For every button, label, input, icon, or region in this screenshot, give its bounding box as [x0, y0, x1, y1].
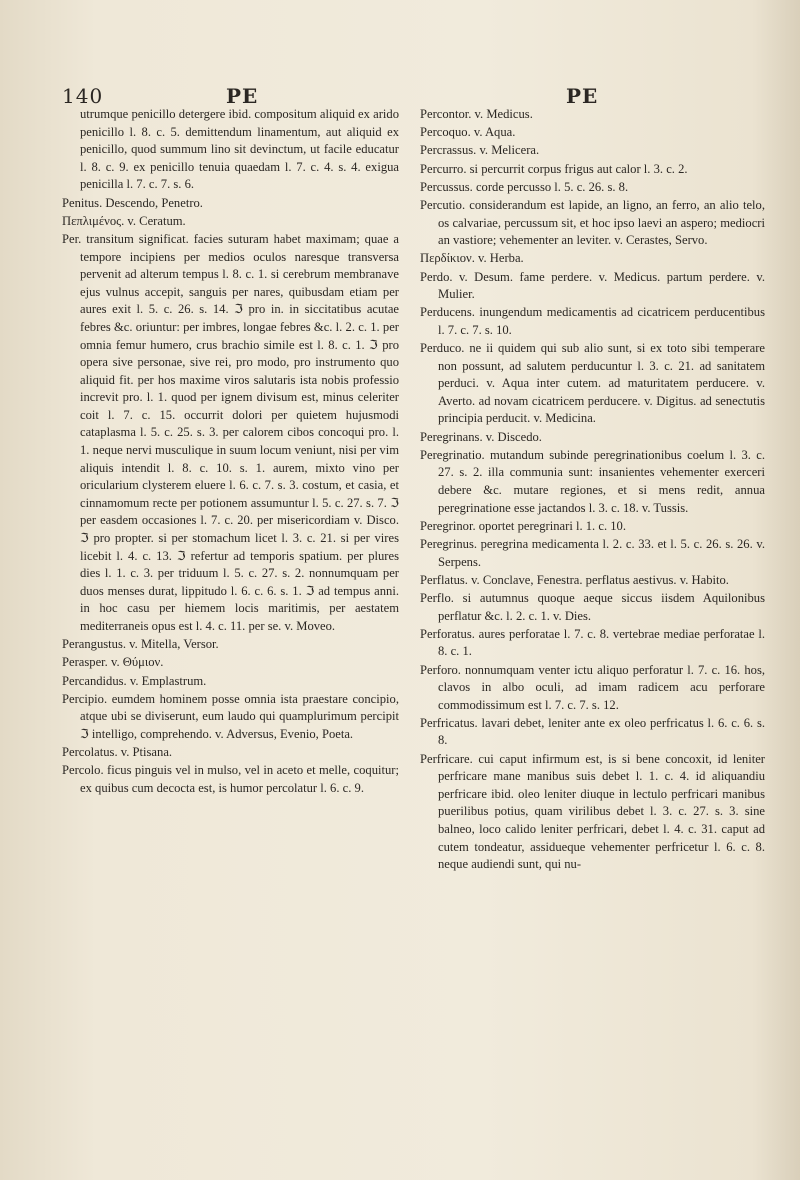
dictionary-entry: Percipio. eumdem hominem posse omnia ista praestare concipio, atque ubi se diviserunt, eum laudo qui quamplurimum percipit ℑ intelligo, comprehendo. v. Adversus, Evenio, Poeta. — [62, 691, 399, 741]
dictionary-entry: Perasper. v. Θύμιον. — [62, 655, 164, 670]
dictionary-entry: Perangustus. v. Mitella, Versor. — [62, 637, 219, 652]
dictionary-entry: Percontor. v. Medicus. — [420, 107, 533, 121]
dictionary-entry: Percandidus. v. Emplastrum. — [62, 673, 207, 688]
dictionary-entry: Πεπλιμένος. v. Ceratum. — [62, 213, 186, 228]
dictionary-entry: Peregrinans. v. Discedo. — [420, 429, 542, 444]
dictionary-entry: Περδίκιον. v. Herba. — [420, 251, 524, 266]
dictionary-entry: Perdo. v. Desum. fame perdere. v. Medicus. partum perdere. v. Mulier. — [420, 269, 765, 302]
dictionary-entry: Peregrinus. peregrina medicamenta l. 2. c. 33. et l. 5. c. 26. s. 26. v. Serpens. — [420, 536, 765, 569]
dictionary-entry: Percurro. si percurrit corpus frigus aut calor l. 3. c. 2. — [420, 161, 688, 176]
dictionary-entry: Peregrinor. oportet peregrinari l. 1. c. 10. — [420, 518, 626, 533]
dictionary-entry: Perforatus. aures perforatae l. 7. c. 8. vertebrae mediae perforatae l. 8. c. 1. — [420, 626, 765, 659]
page-number: 140 — [62, 84, 104, 108]
dictionary-entry: Perflo. si autumnus quoque aeque siccus iisdem Aquilonibus perflatur &c. l. 2. c. 1. v. Dies. — [420, 590, 765, 623]
dictionary-entry: Per. transitum significat. facies suturam habet maximam; quae a tempore incipiens per medios oculos naresque transversa pervenit ad alterum tempus l. 8. c. 1. si cerebrum membranave ejus vulnus accepit, sanguis per nares, quibusdam etiam per aures exit l. 5. c. 26. s. 14. ℑ pro in. in siccitatibus acutae febres &c. oriuntur: per imbres, longae febres &c. l. 2. c. 1. per omnia femur humero, crus brachio simile est l. 8. c. 1. ℑ pro opera sive personae, sive rei, pro modo, pro instrumento quo aliquid fit. per hos maxime viros salutaris ista nobis professio increvit pro. l. 1. quod per ignem divisum est, minus celeriter coit l. 7. c. 15. occurrit dolori per quietem hujusmodi cataplasma l. 5. c. 25. s. 3. per calorem cibos concoqui pro. l. 1. neque nervi musculique in suum locum veniunt, nisi per vim aliquis intendit l. 8. c. 10. s. 1. aurem, mixto vino per oricularium clysterem eluere l. 6. c. 7. s. 3. costum, et casia, et cinnamomum recte per potionem assumuntur l. 5. c. 27. s. 7. ℑ per easdem occasiones l. 7. c. 20. per misericordiam v. Disco. ℑ pro propter. si per stomachum licet l. 3. c. 21. si per vires licebit l. 4. c. 13. ℑ refertur ad temporis spatium. per plures dies l. 1. c. 3. per triduum l. 5. c. 27. s. 2. nonnumquam per duos menses durat, lippitudo l. 6. c. 6. s. 1. ℑ ad tempus anni. in hoc casu per hiemem locis maritimis, per aestatem mediterraneis opus est l. 4. c. 11. per se. v. Moveo. — [62, 231, 399, 633]
dictionary-entry: Peregrinatio. mutandum subinde peregrinationibus coelum l. 3. c. 27. s. 2. illa communia sunt: insanientes vehementer exerceri debere &c. mutare regiones, et si mens redit, annua peregrinatione esse jactandos l. 3. c. 18. v. Tussis. — [420, 447, 765, 515]
dictionary-entry: Percoquo. v. Aqua. — [420, 125, 516, 140]
dictionary-entry: Perducens. inungendum medicamentis ad cicatricem perducentibus l. 7. c. 7. s. 10. — [420, 305, 765, 337]
dictionary-entry: Penitus. Descendo, Penetro. — [62, 195, 203, 210]
dictionary-entry: Perforo. nonnumquam venter ictu aliquo perforatur l. 7. c. 16. hos, clavos in albo oculi, ad imam radicem acu perforare commodissimum est l. 7. c. 7. s. 12. — [420, 662, 765, 712]
left-column — [62, 106, 399, 798]
dictionary-entry: Perfricatus. lavari debet, leniter ante ex oleo perfricatus l. 6. c. 6. s. 8. — [420, 715, 765, 748]
dictionary-entry: Percutio. considerandum est lapide, an ligno, an ferro, an alio telo, os calvariae, percussum sit, et hoc ipso laevi an aspero; mediocri an vastiore; vehementer an leviter. v. Cerastes, Servo. — [420, 197, 765, 248]
dictionary-entry: Percussus. corde percusso l. 5. c. 26. s. 8. — [420, 179, 629, 194]
dictionary-entry: Perfricare. cui caput infirmum est, is si bene concoxit, id leniter perfricare mane manibus suis debet l. 1. c. 4. id aliquandiu perfricare ibid. oleo leniter diuque in lectulo perfricari manibus puerilibus potius, quam virilibus debet l. 3. c. 27. s. 3. sine balneo, loco calido leniter perfricari, debet l. 4. c. 31. caput ad cutem tondeatur, assidueque vehementer perfricetur l. 6. c. 8. neque audiendi sunt, qui nu- — [420, 751, 765, 872]
running-head-right: PE — [566, 84, 599, 108]
dictionary-entry: Percolatus. v. Ptisana. — [62, 745, 173, 760]
dictionary-entry: Percolo. ficus pinguis vel in mulso, vel in aceto et melle, coquitur; ex quibus cum decocta est, is humor percolatur l. 6. c. 9. — [62, 763, 399, 795]
dictionary-entry: Perduco. ne ii quidem qui sub alio sunt, si ex toto sibi temperare non possunt, ad salutem perducuntur l. 3. c. 21. ad sanitatem perduci. v. Aqua inter cutem. ad maturitatem perducere. v. Averto. ad novam cicatricem perducere. v. Digitus. ad senectutis principia perducit. v. Medicina. — [420, 341, 765, 426]
running-head-left: PE — [226, 84, 259, 108]
dictionary-entry: utrumque penicillo detergere ibid. compositum aliquid ex arido penicillo l. 8. c. 5. demittendum linamentum, aut aliquid ex penicillo, quod summum lino sit devinctum, ut facile educatur l. 8. c. 9. ex penicillo tenuia quaedam l. 7. c. 4. s. 4. exigua penicilla l. 7. c. 7. s. 6. — [80, 107, 399, 192]
dictionary-entry: Perflatus. v. Conclave, Fenestra. perflatus aestivus. v. Habito. — [420, 572, 729, 587]
right-column — [420, 106, 765, 874]
dictionary-entry: Percrassus. v. Melicera. — [420, 143, 540, 158]
